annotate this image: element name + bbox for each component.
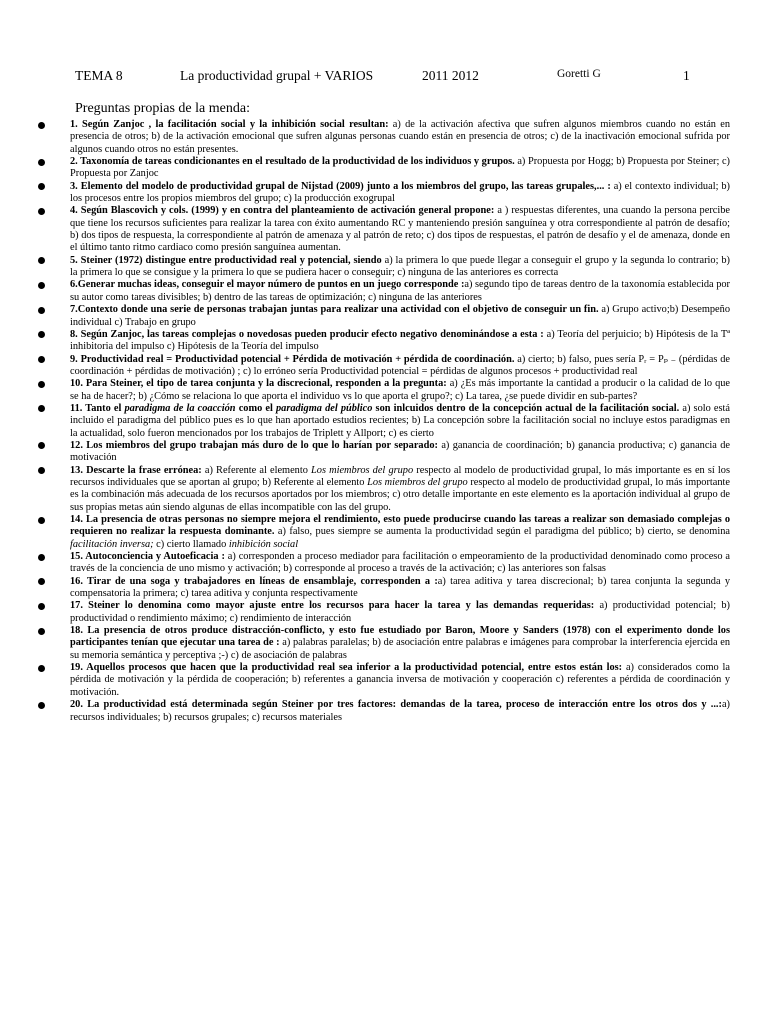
question-stem: 16. Tirar de una soga y trabajadores en líneas de ensamblaje, corresponden a : bbox=[70, 575, 438, 587]
question-item bbox=[38, 255, 730, 280]
header-author: Goretti G bbox=[557, 68, 601, 80]
question-stem: 5. Steiner (1972) distingue entre productividad real y potencial, siendo bbox=[70, 254, 382, 266]
header-title: La productividad grupal + VARIOS bbox=[180, 68, 374, 83]
question-text: a) solo está incluido el paradigma del público pues es lo que han aportado estudios recientes; b) La concepción sobre la facilitación social no incluye estos paradigmas en la actualidad, solo fueron mencionados por los trabajos de Triplett y Allport; c) es cierto bbox=[70, 402, 730, 439]
question-stem: paradigma del público bbox=[275, 402, 373, 414]
bullet-icon bbox=[38, 442, 45, 449]
question-text: Los miembros del grupo bbox=[311, 464, 414, 476]
question-stem: 13. Descarte la frase errónea: bbox=[70, 464, 202, 476]
bullet-icon bbox=[38, 159, 45, 166]
question-item bbox=[38, 551, 730, 576]
question-list bbox=[38, 119, 730, 724]
question-text: a) recursos individuales; b) recursos grupales; c) recursos materiales bbox=[70, 699, 730, 723]
question-stem: como el bbox=[235, 402, 276, 414]
bullet-icon bbox=[38, 665, 45, 672]
bullet-icon bbox=[38, 183, 45, 190]
question-item bbox=[38, 279, 730, 304]
question-stem: 15. Autoconciencia y Autoeficacia : bbox=[70, 551, 225, 563]
question-item bbox=[38, 329, 730, 354]
question-stem: 20. La productividad está determinada según Steiner por tres factores: demandas de la tarea, proceso de interacción entre los otros dos y ...: bbox=[70, 699, 722, 711]
bullet-icon bbox=[38, 628, 45, 635]
question-item bbox=[38, 514, 730, 551]
bullet-icon bbox=[38, 702, 45, 709]
question-item bbox=[38, 403, 730, 440]
bullet-icon bbox=[38, 282, 45, 289]
question-item bbox=[38, 699, 730, 724]
question-stem: 10. Para Steiner, el tipo de tarea conjunta y la discrecional, responden a la pregunta: bbox=[70, 378, 447, 390]
bullet-icon bbox=[38, 356, 45, 363]
question-text: a) Referente al elemento bbox=[201, 464, 312, 476]
question-item bbox=[38, 304, 730, 329]
question-item bbox=[38, 354, 730, 379]
question-text: a) el contexto individual; b) los procesos entre los propios miembros del grupo; c) la producción exogrupal bbox=[70, 180, 730, 205]
question-text: Los miembros del grupo bbox=[367, 476, 468, 488]
section-subtitle: Preguntas propias de la menda: bbox=[75, 101, 250, 116]
question-item bbox=[38, 440, 730, 465]
question-stem: 8. Según Zanjoc, las tareas complejas o novedosas pueden producir efecto negativo denominándose a esta : bbox=[70, 328, 544, 340]
question-item bbox=[38, 576, 730, 601]
question-text: c) cierto llamado bbox=[153, 538, 229, 550]
page-header bbox=[75, 68, 725, 86]
bullet-icon bbox=[38, 208, 45, 215]
question-stem: paradigma de la coacción bbox=[124, 402, 236, 414]
question-text: a) Propuesta por Hogg; b) Propuesta por Steiner; c) Propuesta por Zanjoc bbox=[70, 156, 730, 180]
question-text: a) falso, pues siempre se aumenta la productividad según el paradigma del público; b) cierto, se denomina bbox=[274, 526, 730, 538]
question-item bbox=[38, 625, 730, 662]
question-item bbox=[38, 662, 730, 699]
question-text: a) ¿Es más importante la cantidad a producir o la calidad de lo que se ha de hacer?; b) ¿Cómo se relaciona lo que aporta el individuo vs lo que aporta el grupo?; c) La tarea, ¿se puede dividir en sub-partes? bbox=[70, 378, 731, 402]
question-stem: 19. Aquellos procesos que hacen que la productividad real sea inferior a la productividad potencial, entre estos están los: bbox=[70, 662, 623, 674]
question-text: a) Teoría del perjuicio; b) Hipótesis de la Tª inhibitoria del impulso c) Hipótesis de la Teoría del impulso bbox=[70, 328, 730, 353]
question-text: inhibición social bbox=[228, 538, 299, 550]
question-stem: 11. Tanto el bbox=[70, 402, 125, 414]
header-page-number: 1 bbox=[683, 68, 690, 83]
bullet-icon bbox=[38, 307, 45, 314]
question-item bbox=[38, 378, 730, 403]
question-item bbox=[38, 181, 730, 206]
question-stem: 1. Según Zanjoc , la facilitación social y la inhibición social resultan: bbox=[70, 119, 389, 130]
question-text: a) ganancia de coordinación; b) ganancia productiva; c) ganancia de motivación bbox=[70, 439, 731, 464]
bullet-icon bbox=[38, 578, 45, 585]
question-text: a) cierto; b) falso, pues sería Pᵣ = Pₚ ₋ (pérdidas de coordinación + pérdidas de motivación) ; c) lo erróneo sería Productividad potencial = pérdidas de algunos procesos + productividad real bbox=[70, 353, 730, 377]
question-stem: 12. Los miembros del grupo trabajan más duro de lo que lo harían por separado: bbox=[70, 439, 438, 451]
question-stem: 18. La presencia de otros produce distracción-conflicto, y esto fue estudiado por Baron, Moore y Sanders (1978) con el experimento donde los participantes tenían que ejecutar una tarea de : bbox=[70, 625, 730, 649]
question-stem: 7.Contexto donde una serie de personas trabajan juntas para realizar una actividad con el objetivo de conseguir un fin. bbox=[70, 304, 599, 316]
question-stem: 14. La presencia de otras personas no siempre mejora el rendimiento, esto puede producirse cuando las tareas a realizar son demasiado complejas o requieren no realizar la respuesta dominante. bbox=[70, 514, 730, 538]
question-text: a) considerados como la pérdida de motivación y la pérdida de cooperación; b) referentes a ganancia inversa de motivación y cooperación c) referentes a pérdida de coordinación y motivación. bbox=[70, 662, 730, 698]
question-text: a) Grupo activo;b) Desempeño individual c) Trabajo en grupo bbox=[70, 304, 730, 328]
question-item bbox=[38, 119, 730, 156]
bullet-icon bbox=[38, 257, 45, 264]
question-stem: 9. Productividad real = Productividad potencial + Pérdida de motivación + pérdida de coordinación. bbox=[70, 353, 515, 365]
question-text: a) palabras paralelas; b) de asociación entre palabras e imágenes para comprobar la interferencia ejercida en su memoria semántica y perceptiva ;-) c) de asociación de palabras bbox=[70, 637, 730, 661]
question-text: a) productividad potencial; b) productividad o rendimiento máximo; c) rendimiento de interacción bbox=[70, 600, 730, 624]
question-text: facilitación inversa; bbox=[70, 538, 154, 550]
question-stem: son inlcuidos dentro de la concepción actual de la facilitación social. bbox=[372, 402, 680, 414]
bullet-icon bbox=[38, 517, 45, 524]
question-stem: 17. Steiner lo denomina como mayor ajuste entre los recursos para hacer la tarea y las demandas requeridas: bbox=[70, 600, 595, 612]
question-text: a) segundo tipo de tareas dentro de la taxonomía establecida por su autor como tareas divisibles; b) dentro de las tareas de optimización; c) ninguna de las anteriores bbox=[70, 279, 730, 303]
question-text: a) tarea aditiva y tarea discrecional; b) tarea conjunta la segunda y compensatoria la primera; c) tarea aditiva y conjunta respectivamente bbox=[70, 575, 731, 600]
question-text: a) de la activación afectiva que sufren algunos miembros cuando no están en presencia de otros; b) de la activación emocional que sufren algunas personas cuando están en presencia de otros; c) de la inactivación emocional sufrida por algunos cuando otros no están presentes. bbox=[70, 119, 730, 155]
question-text: a ) respuestas diferentes, una cuando la persona percibe que tiene los recursos suficientes para realizar la tarea con éxito aumentando RC y manteniendo presión sanguínea y otra correspondiente al patrón de desafío; b) dos tipos de respuesta, la correspondiente al patrón de amenaza y al patrón de reto; c) dos tipos de respuestas, el patrón de desafío y el de amenaza, donde en el último tanto ritmo cardiaco como presión sanguínea aumentan. bbox=[70, 205, 730, 254]
question-item bbox=[38, 156, 730, 181]
question-text: a) corresponden a proceso mediador para facilitación o empeoramiento de la productividad denominado como proceso a través de la conciencia de uno mismo y activación; b) corresponde al proceso a través de la activación; c) las anteriores son falsas bbox=[70, 551, 730, 575]
header-year: 2011 2012 bbox=[422, 68, 479, 83]
question-text: respecto al modelo de productividad grupal, lo más importante es la combinación más adecuada de los recursos aportados por los miembros; c) otro detalle importante en este elemento es la aportación individual al grupo de sus propias metas aún siendo algunas de ellas incompatible con las del grupo. bbox=[70, 476, 731, 513]
bullet-icon bbox=[38, 554, 45, 561]
question-item bbox=[38, 600, 730, 625]
question-stem: 6.Generar muchas ideas, conseguir el mayor número de puntos en un juego corresponde : bbox=[70, 279, 465, 291]
bullet-icon bbox=[38, 331, 45, 338]
question-item bbox=[38, 205, 730, 254]
question-text: a) la primera lo que puede llegar a conseguir el grupo y la segunda lo contrario; b) la primera lo que se consigue y la primera lo que se pudiera hacer o conseguir; c) ninguna de las anteriores es correcta bbox=[70, 254, 730, 279]
header-tema: TEMA 8 bbox=[75, 68, 123, 83]
bullet-icon bbox=[38, 405, 45, 412]
question-stem: 2. Taxonomía de tareas condicionantes en el resultado de la productividad de los individuos y grupos. bbox=[70, 156, 515, 168]
bullet-icon bbox=[38, 603, 45, 610]
question-stem: 3. Elemento del modelo de productividad grupal de Nijstad (2009) junto a los miembros del grupo, las tareas grupales,... : bbox=[70, 180, 611, 192]
question-item bbox=[38, 465, 730, 514]
question-text: respecto al modelo de productividad grupal, lo más importante es en sí los recursos individuales que se aportan al grupo; b) Referente al elemento bbox=[70, 464, 730, 488]
bullet-icon bbox=[38, 122, 45, 129]
question-stem: 4. Según Blascovich y cols. (1999) y en contra del planteamiento de activación general propone: bbox=[70, 205, 495, 217]
bullet-icon bbox=[38, 381, 45, 388]
bullet-icon bbox=[38, 467, 45, 474]
